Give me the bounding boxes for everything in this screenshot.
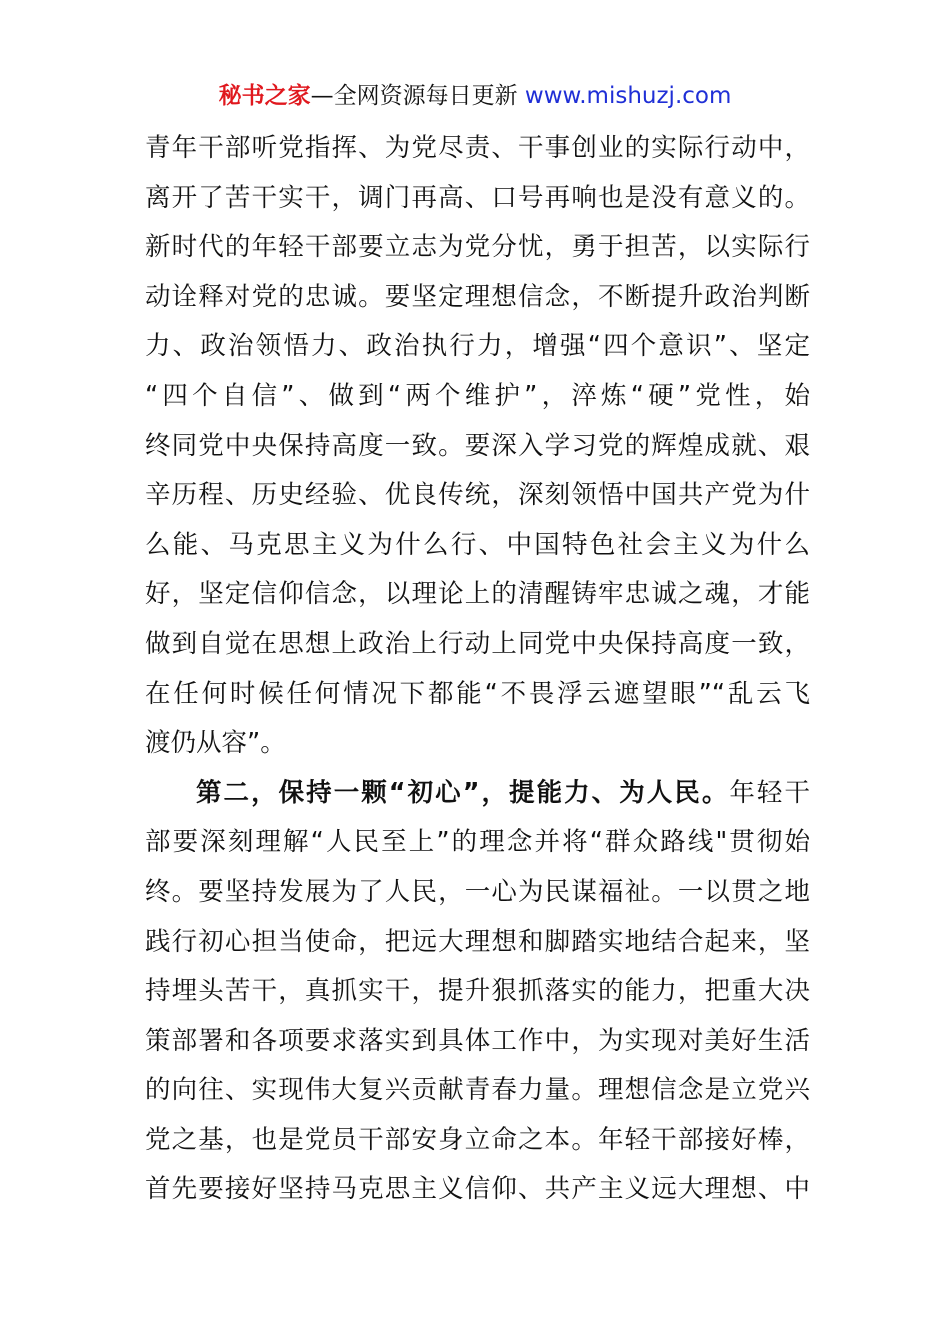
- paragraph-1: [145, 124, 810, 769]
- paragraph-2: [145, 769, 810, 1215]
- text-line: 青年干部听党指挥、为党尽责、干事创业的实际行动中，: [145, 133, 810, 163]
- brand-name: 秘书之家: [218, 83, 311, 109]
- website-url[interactable]: www.mishuzj.com: [524, 83, 732, 109]
- text-line: 好，坚定信仰信念，以理论上的清醒铸牢忠诚之魂，才能: [145, 579, 810, 610]
- text-line: 持埋头苦干，真抓实干，提升狠抓落实的能力，把重大决: [145, 976, 810, 1007]
- text-line: 辛历程、历史经验、优良传统，深刻领悟中国共产党为什: [145, 480, 810, 511]
- header-tagline: —全网资源每日更新: [310, 83, 518, 109]
- text-line: 终同党中央保持高度一致。要深入学习党的辉煌成就、艰: [145, 430, 810, 461]
- text-line: 新时代的年轻干部要立志为党分忧，勇于担苦，以实际行: [145, 232, 810, 263]
- text-line: 离开了苦干实干，调门再高、口号再响也是没有意义的。: [145, 182, 810, 213]
- text-line: 渡仍从容”。: [145, 728, 286, 759]
- text-line: 在任何时候任何情况下都能“不畏浮云遮望眼”“乱云飞: [145, 678, 810, 709]
- text-line: 么能、马克思主义为什么行、中国特色社会主义为什么: [145, 529, 810, 560]
- document-body: [145, 124, 810, 1215]
- paragraph-2-first-line: [145, 769, 810, 819]
- text-line: 动诠释对党的忠诚。要坚定理想信念，不断提升政治判断: [145, 281, 810, 312]
- text-fragment: 年轻干: [729, 777, 810, 808]
- text-line: 终。要坚持发展为了人民，一心为民谋福祉。一以贯之地: [145, 876, 810, 907]
- text-line: 部要深刻理解“人民至上”的理念并将“群众路线"贯彻始: [145, 827, 810, 858]
- text-line: 践行初心担当使命，把远大理想和脚踏实地结合起来，坚: [145, 926, 810, 957]
- text-line: 首先要接好坚持马克思主义信仰、共产主义远大理想、中: [145, 1174, 810, 1205]
- text-line: 做到自觉在思想上政治上行动上同党中央保持高度一致，: [145, 628, 810, 659]
- page-header: [0, 80, 950, 112]
- text-line: 党之基，也是党员干部安身立命之本。年轻干部接好棒，: [145, 1124, 810, 1155]
- text-line: 策部署和各项要求落实到具体工作中，为实现对美好生活: [145, 1025, 810, 1056]
- text-line: 的向往、实现伟大复兴贡献青春力量。理想信念是立党兴: [145, 1075, 810, 1106]
- text-line: “四个自信”、做到“两个维护”，淬炼“硬”党性，始: [145, 380, 810, 411]
- text-line: 力、政治领悟力、政治执行力，增强“四个意识”、坚定: [145, 331, 810, 362]
- section-heading: 第二，保持一颗“初心”，提能力、为人民。: [196, 777, 730, 808]
